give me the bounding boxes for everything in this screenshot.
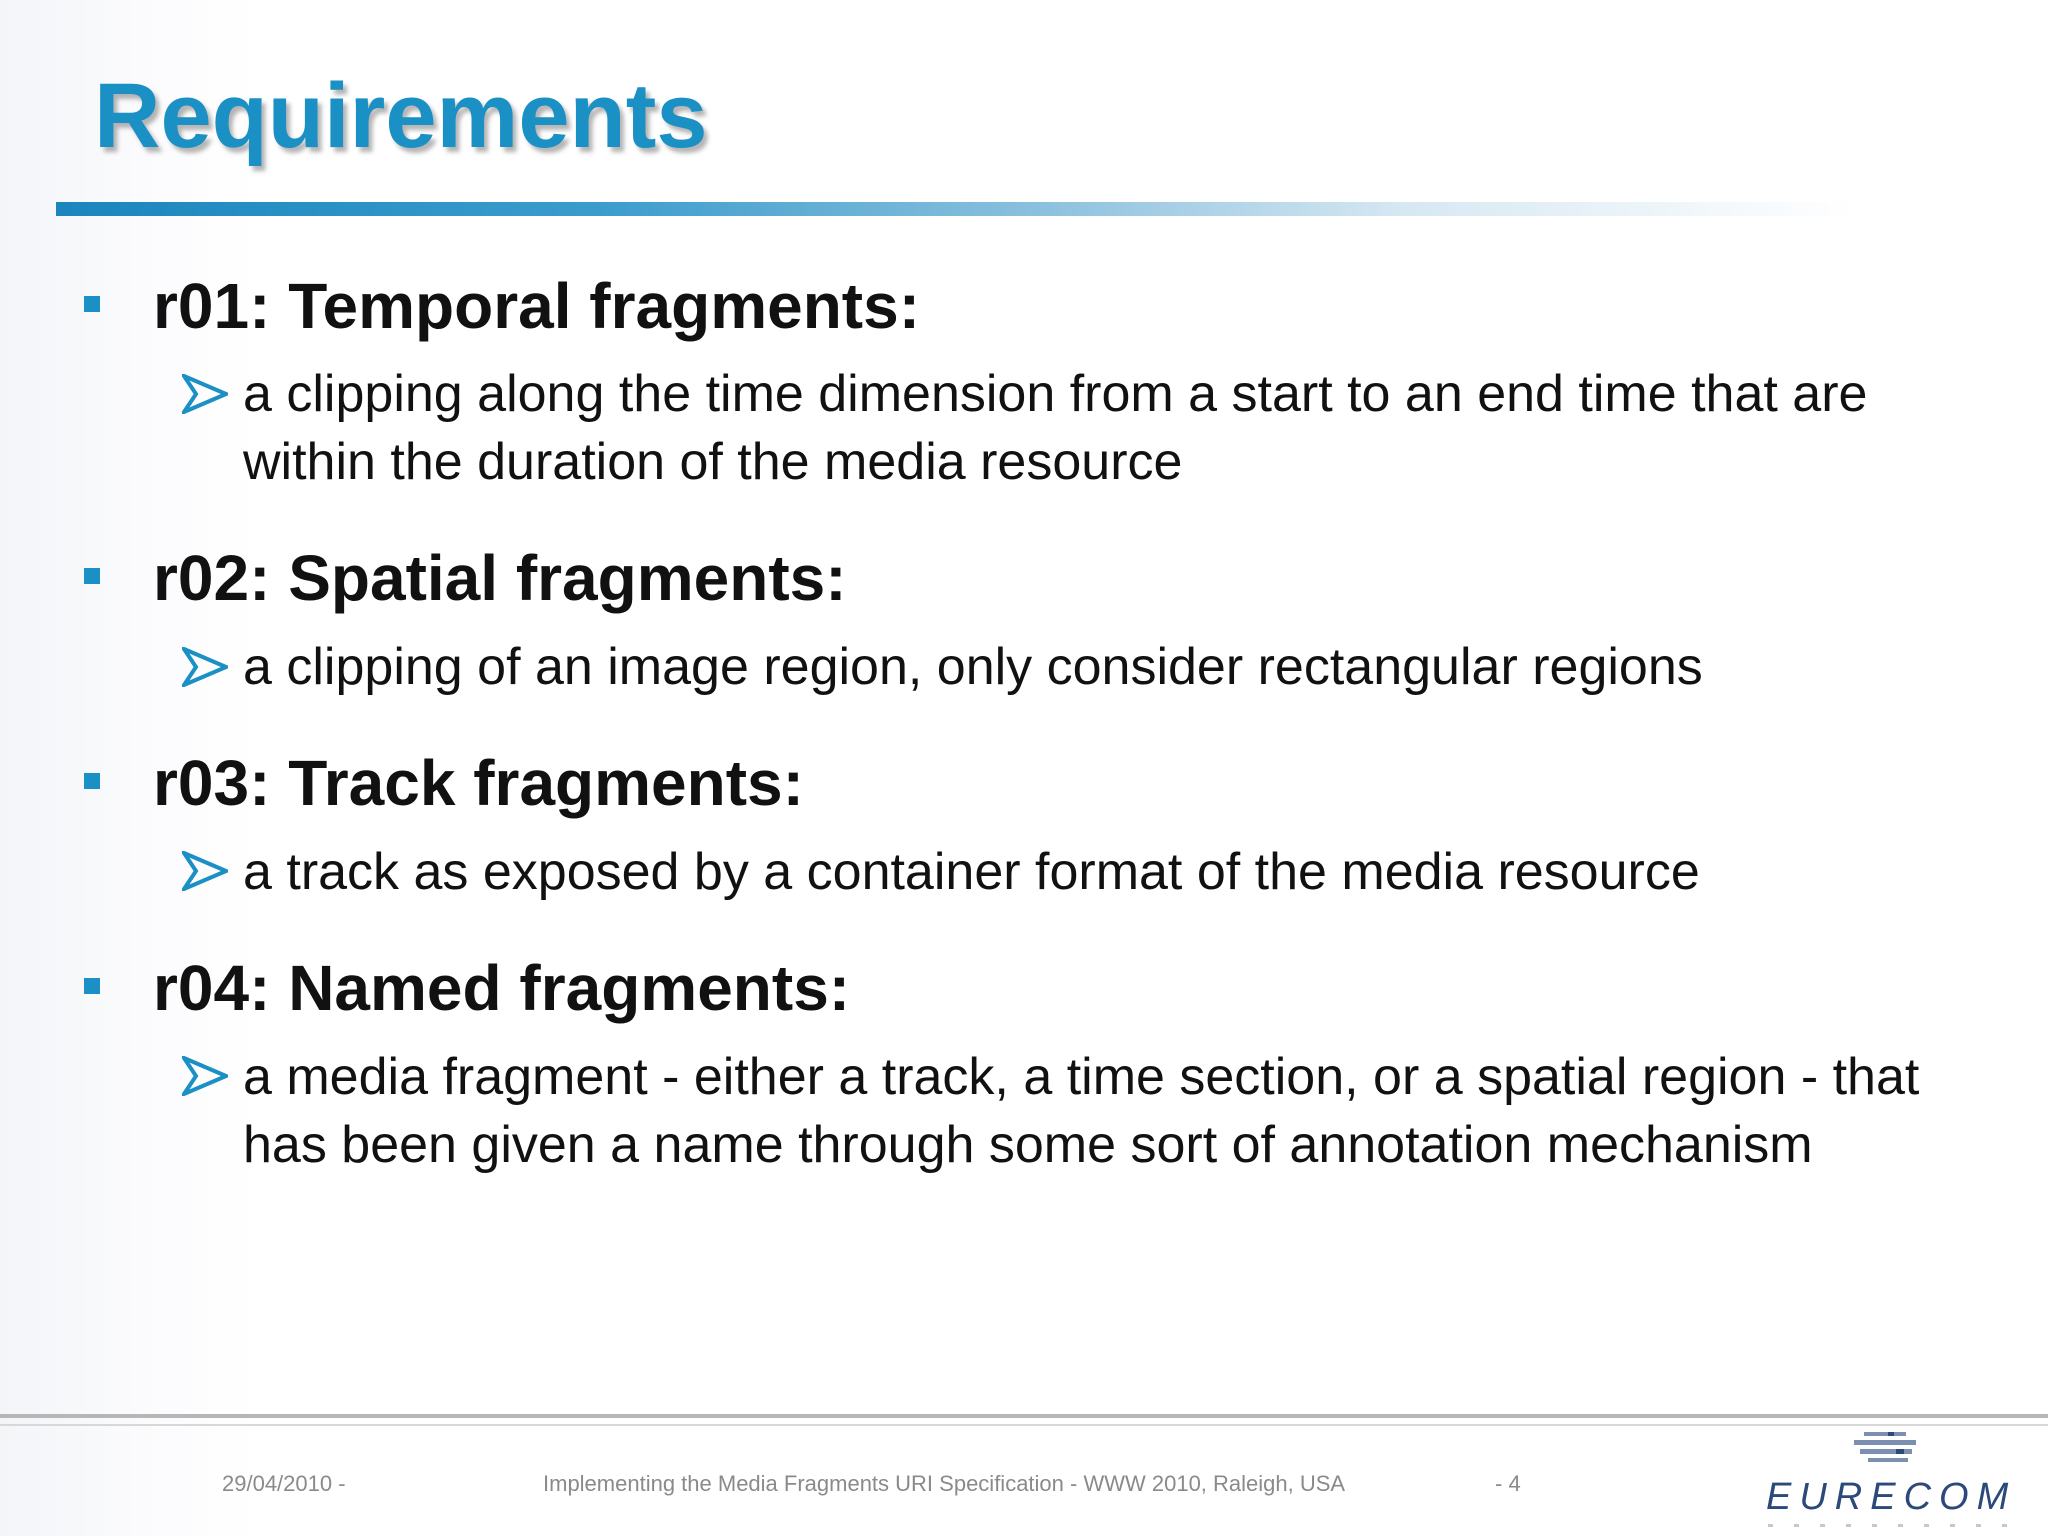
logo-wordmark: EURECOM (1766, 1476, 2017, 1518)
square-bullet-icon (84, 978, 100, 994)
requirement-heading: r04: Named fragments: (153, 952, 851, 1024)
arrowhead-bullet-icon (182, 374, 228, 414)
square-bullet-icon (84, 296, 100, 312)
arrowhead-bullet-icon (182, 647, 228, 687)
title-underline (56, 202, 1856, 216)
square-bullet-icon (84, 773, 100, 789)
footer-date: 29/04/2010 - (222, 1471, 346, 1496)
arrowhead-bullet-icon (182, 1056, 228, 1096)
footer-divider-secondary (0, 1424, 2048, 1426)
requirement-heading: r01: Temporal fragments: (153, 270, 920, 342)
requirement-detail: a media fragment - either a track, a time section, or a spatial region - that has been given a name through some sort of annotation mechanism (243, 1048, 1920, 1174)
requirement-detail: a track as exposed by a container format of the media resource (243, 843, 1700, 901)
footer-presentation-title: Implementing the Media Fragments URI Specification - WWW 2010, Raleigh, USA (543, 1471, 1346, 1496)
requirement-heading: r02: Spatial fragments: (153, 542, 847, 614)
requirement-detail: a clipping of an image region, only consider rectangular regions (243, 638, 1703, 696)
arrowhead-bullet-icon (182, 851, 228, 891)
square-bullet-icon (84, 568, 100, 584)
requirement-detail: a clipping along the time dimension from a start to an end time that are within the duration of the media resource (243, 365, 1868, 491)
requirement-heading: r03: Track fragments: (153, 747, 804, 819)
footer-divider (0, 1414, 2048, 1418)
footer-page-number: - 4 (1495, 1471, 1521, 1496)
slide-title: Requirements (94, 65, 708, 167)
